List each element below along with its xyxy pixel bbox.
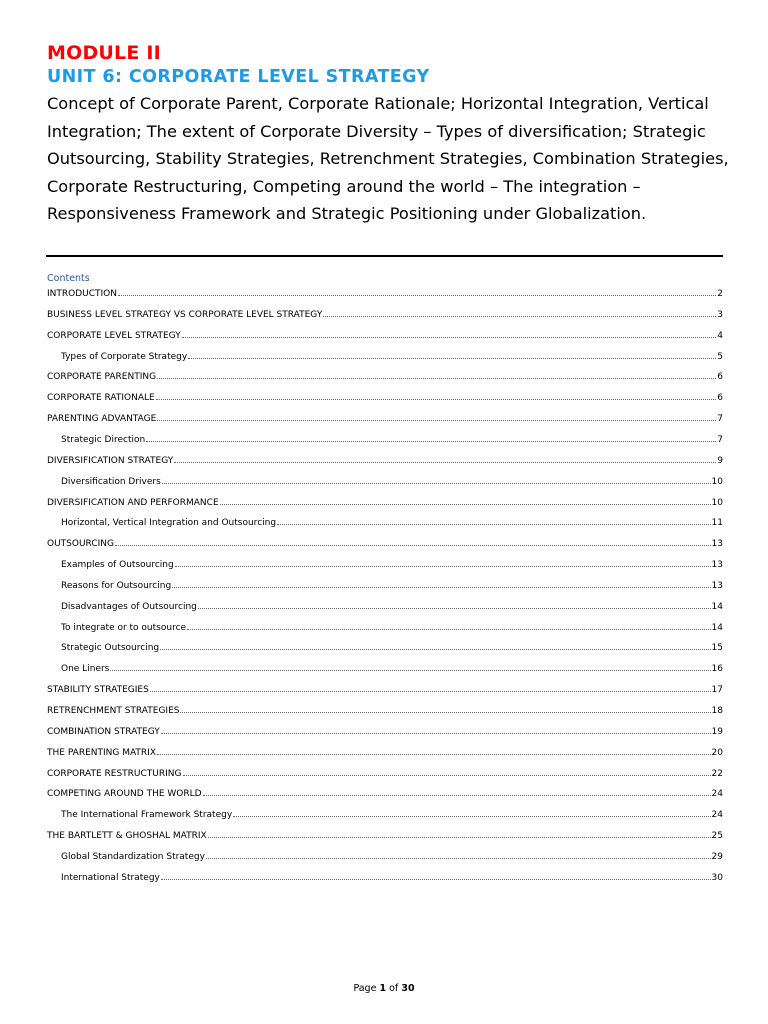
toc-dot-leader	[206, 858, 711, 859]
toc-entry-page: 15	[711, 643, 723, 654]
toc-dot-leader	[277, 524, 710, 525]
toc-dot-leader	[146, 441, 716, 442]
toc-entry-page: 20	[711, 747, 723, 758]
toc-entry-label: Strategic Outsourcing	[61, 643, 160, 654]
toc-dot-leader	[198, 608, 711, 609]
toc-entry-page: 2	[717, 289, 723, 299]
toc-entry-page: 19	[711, 726, 723, 737]
toc-entry[interactable]	[61, 431, 723, 445]
toc-entry[interactable]	[47, 410, 723, 424]
toc-entry-label: STABILITY STRATEGIES	[47, 685, 149, 696]
toc-entry-page: 4	[717, 330, 723, 341]
toc-entry[interactable]	[61, 619, 723, 633]
toc-dot-leader	[180, 712, 710, 713]
toc-entry-page: 3	[717, 309, 723, 320]
toc-entry-page: 24	[711, 789, 723, 800]
toc-entry[interactable]	[61, 577, 723, 591]
toc-entry-page: 6	[717, 393, 723, 404]
toc-entry[interactable]	[61, 348, 723, 362]
toc-entry-page: 14	[711, 622, 723, 633]
toc-dot-leader	[156, 399, 717, 400]
toc-entry[interactable]	[47, 452, 723, 466]
toc-entry-label: PARENTING ADVANTAGE	[47, 414, 157, 425]
toc-dot-leader	[203, 795, 711, 796]
module-heading: MODULE II	[47, 42, 161, 64]
toc-entry[interactable]	[47, 306, 723, 320]
toc-dot-leader	[220, 504, 711, 505]
toc-entry-label: The International Framework Strategy	[61, 810, 233, 821]
toc-entry-label: CORPORATE RATIONALE	[47, 393, 155, 404]
toc-entry[interactable]	[61, 639, 723, 653]
toc-dot-leader	[174, 462, 716, 463]
footer-page-word: Page	[353, 983, 377, 994]
toc-dot-leader	[172, 587, 710, 588]
toc-entry[interactable]	[47, 723, 723, 737]
toc-entry[interactable]	[61, 598, 723, 612]
toc-dot-leader	[110, 670, 710, 671]
toc-dot-leader	[233, 816, 710, 817]
toc-entry-label: To integrate or to outsource	[61, 622, 187, 633]
toc-entry-page: 17	[711, 685, 723, 696]
toc-entry-page: 9	[717, 455, 723, 466]
toc-entry-label: Types of Corporate Strategy	[61, 351, 188, 362]
toc-entry-label: OUTSOURCING	[47, 539, 115, 550]
toc-entry-page: 11	[711, 518, 723, 529]
toc-entry-page: 6	[717, 372, 723, 383]
unit-heading: UNIT 6: CORPORATE LEVEL STRATEGY	[47, 67, 430, 87]
toc-entry-label: Examples of Outsourcing	[61, 560, 174, 571]
toc-entry-label: Diversification Drivers	[61, 476, 161, 487]
toc-entry[interactable]	[47, 827, 723, 841]
toc-entry-label: CORPORATE LEVEL STRATEGY	[47, 330, 181, 341]
toc-entry-page: 30	[711, 872, 723, 883]
toc-entry-label: COMPETING AROUND THE WORLD	[47, 789, 202, 800]
toc-dot-leader	[183, 775, 711, 776]
toc-dot-leader	[157, 378, 716, 379]
toc-entry-page: 29	[711, 851, 723, 862]
toc-entry-label: Horizontal, Vertical Integration and Outsourcing	[61, 518, 277, 529]
toc-entry-label: RETRENCHMENT STRATEGIES	[47, 706, 180, 716]
footer-current-page: 1	[379, 983, 387, 994]
toc-dot-leader	[323, 316, 716, 317]
toc-entry-label: DIVERSIFICATION AND PERFORMANCE	[47, 497, 219, 508]
toc-entry-label: Strategic Direction	[61, 434, 146, 445]
toc-dot-leader	[182, 337, 717, 338]
toc-dot-leader	[161, 733, 711, 734]
toc-entry-label: THE BARTLETT & GHOSHAL MATRIX	[47, 831, 207, 842]
contents-title: Contents	[47, 273, 90, 284]
footer-of-word: of	[389, 983, 399, 994]
toc-entry-page: 10	[711, 476, 723, 487]
toc-entry-label: Reasons for Outsourcing	[61, 580, 172, 591]
toc-entry-label: CORPORATE PARENTING	[47, 372, 157, 383]
toc-entry[interactable]	[47, 285, 723, 299]
toc-entry[interactable]	[61, 660, 723, 674]
toc-entry-label: BUSINESS LEVEL STRATEGY VS CORPORATE LEVEL STRATEGY	[47, 309, 323, 320]
toc-entry-page: 7	[717, 414, 723, 425]
toc-entry-page: 7	[717, 434, 723, 445]
toc-dot-leader	[150, 691, 711, 692]
toc-entry[interactable]	[61, 514, 723, 528]
toc-entry[interactable]	[47, 368, 723, 382]
toc-entry[interactable]	[47, 765, 723, 779]
page-footer	[0, 983, 768, 994]
toc-dot-leader	[175, 566, 711, 567]
toc-entry[interactable]	[61, 806, 723, 820]
toc-entry[interactable]	[47, 702, 723, 716]
toc-entry-page: 18	[711, 706, 723, 716]
toc-entry-label: INTRODUCTION	[47, 289, 117, 299]
toc-dot-leader	[157, 420, 716, 421]
toc-entry[interactable]	[47, 535, 723, 549]
toc-entry[interactable]	[47, 785, 723, 799]
toc-entry[interactable]	[61, 848, 723, 862]
toc-entry-page: 14	[711, 601, 723, 612]
toc-dot-leader	[208, 837, 711, 838]
toc-entry-page: 13	[711, 539, 723, 550]
toc-dot-leader	[187, 629, 710, 630]
toc-entry[interactable]	[61, 556, 723, 570]
toc-entry-page: 13	[711, 560, 723, 571]
toc-entry-label: CORPORATE RESTRUCTURING	[47, 768, 182, 779]
toc-dot-leader	[188, 358, 716, 359]
toc-entry-page: 13	[711, 580, 723, 591]
toc-entry[interactable]	[47, 681, 723, 695]
toc-entry[interactable]	[47, 744, 723, 758]
toc-entry[interactable]	[47, 389, 723, 403]
toc-entry-page: 22	[711, 768, 723, 779]
toc-entry-page: 5	[717, 351, 723, 362]
toc-dot-leader	[115, 545, 711, 546]
toc-entry-page: 24	[711, 810, 723, 821]
toc-entry[interactable]	[61, 473, 723, 487]
toc-dot-leader	[161, 879, 711, 880]
toc-dot-leader	[157, 754, 711, 755]
toc-entry-label: One Liners	[61, 664, 110, 675]
toc-dot-leader	[162, 483, 711, 484]
toc-entry-label: COMBINATION STRATEGY	[47, 726, 160, 737]
toc-entry[interactable]	[61, 869, 723, 883]
toc-dot-leader	[118, 295, 716, 296]
toc-entry-page: 16	[711, 664, 723, 675]
toc-entry[interactable]	[47, 494, 723, 508]
divider-rule	[46, 255, 723, 257]
footer-total-pages: 30	[401, 983, 415, 994]
toc-entry[interactable]	[47, 327, 723, 341]
toc-entry-label: THE PARENTING MATRIX	[47, 747, 157, 758]
toc-dot-leader	[160, 649, 710, 650]
toc-entry-page: 10	[711, 497, 723, 508]
toc-entry-page: 25	[711, 831, 723, 842]
toc-entry-label: Disadvantages of Outsourcing	[61, 601, 197, 612]
unit-description: Concept of Corporate Parent, Corporate Rationale; Horizontal Integration, Vertical Integration; The extent of Corporate Diversity – Types of diversification; Strategic Outsourcing, Stability Strategies, Retrenchment Strategies, Combination Strategies, Corporate Restructuring, Competing around the world – The integration – Responsiveness Framework and Strategic Positioning under Globalization.	[47, 94, 729, 223]
toc-entry-label: Global Standardization Strategy	[61, 851, 205, 862]
toc-entry-label: International Strategy	[61, 872, 160, 883]
toc-entry-label: DIVERSIFICATION STRATEGY	[47, 455, 174, 466]
